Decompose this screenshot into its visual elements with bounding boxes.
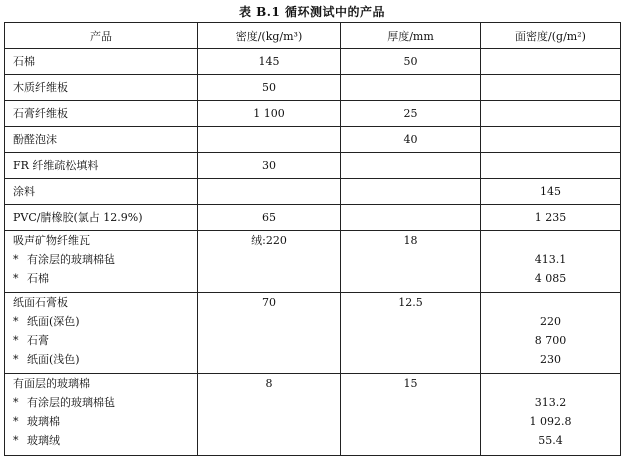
products-table — [4, 22, 620, 456]
table-row — [5, 101, 621, 127]
header-row — [5, 23, 621, 49]
density-value — [198, 179, 340, 204]
sub-component-name: * 有涂层的玻璃棉毡 — [5, 250, 197, 269]
areal-density-value: 1 235 — [534, 211, 567, 224]
table-row-group — [5, 374, 621, 456]
header-thickness: 厚度/mm — [341, 23, 481, 49]
thickness-value: 18 — [403, 234, 418, 247]
product-name: 吸声矿物纤维瓦 — [13, 234, 90, 247]
sub-component-name: * 有涂层的玻璃棉毡 — [5, 393, 197, 412]
sub-component-name: * 纸面(深色) — [5, 312, 197, 331]
header-density: 密度/(kg/m³) — [198, 23, 341, 49]
thickness-value — [341, 153, 480, 178]
product-name: 涂料 — [13, 185, 35, 198]
table-row — [5, 49, 621, 75]
product-name: 纸面石膏板 — [13, 295, 68, 309]
product-name: 木质纤维板 — [13, 81, 68, 94]
thickness-value: 15 — [403, 377, 418, 391]
product-name: PVC/腈橡胶(氯占 12.9%) — [13, 211, 143, 224]
header-product: 产品 — [5, 23, 198, 49]
sub-component-name: * 玻璃棉 — [5, 412, 197, 431]
areal-density-value: 313.2 — [534, 396, 567, 410]
areal-density-value — [481, 153, 620, 178]
density-value: 50 — [262, 81, 276, 94]
density-value: 30 — [262, 159, 276, 172]
sub-component-name: * 石膏 — [5, 331, 197, 350]
thickness-value — [341, 205, 480, 230]
product-name: 石膏纤维板 — [13, 107, 68, 120]
thickness-value — [341, 179, 480, 204]
table-row — [5, 75, 621, 101]
areal-density-value: 145 — [540, 185, 561, 198]
areal-density-value: 55.4 — [538, 434, 563, 448]
product-name: FR 纤维疏松填料 — [13, 159, 99, 172]
table-row — [5, 179, 621, 205]
sub-component-name: * 石棉 — [5, 269, 197, 288]
table-row — [5, 127, 621, 153]
areal-density-value: 8 700 — [534, 333, 567, 347]
product-name: 有面层的玻璃棉 — [13, 377, 90, 391]
table-row-group — [5, 292, 621, 374]
areal-density-value — [481, 127, 620, 152]
density-value — [198, 127, 340, 152]
areal-density-value: 413.1 — [534, 253, 567, 266]
table-row-group — [5, 231, 621, 293]
density-value: 70 — [262, 295, 276, 309]
thickness-value: 50 — [403, 55, 418, 68]
areal-density-value — [481, 75, 620, 100]
density-value: 8 — [265, 377, 273, 391]
product-name: 石棉 — [13, 55, 35, 68]
thickness-value: 25 — [403, 107, 418, 120]
areal-density-value — [481, 49, 620, 74]
header-areal-density: 面密度/(g/m²) — [481, 23, 621, 49]
density-value: 绒:220 — [251, 234, 287, 247]
density-value: 65 — [262, 211, 276, 224]
areal-density-value: 1 092.8 — [529, 415, 572, 429]
table-title: 表 B.1 循环测试中的产品 — [238, 5, 386, 19]
areal-density-value — [481, 101, 620, 126]
thickness-value: 12.5 — [398, 295, 423, 309]
areal-density-value: 220 — [540, 314, 561, 328]
areal-density-value: 230 — [540, 352, 561, 366]
density-value: 1 100 — [253, 107, 285, 120]
density-value: 145 — [258, 55, 280, 68]
sub-component-name: * 纸面(浅色) — [5, 350, 197, 369]
product-name: 酚醛泡沫 — [13, 133, 57, 146]
thickness-value — [341, 75, 480, 100]
table-row — [5, 153, 621, 179]
areal-density-value: 4 085 — [534, 272, 567, 285]
table-row — [5, 205, 621, 231]
thickness-value: 40 — [403, 133, 418, 146]
sub-component-name: * 玻璃绒 — [5, 431, 197, 450]
